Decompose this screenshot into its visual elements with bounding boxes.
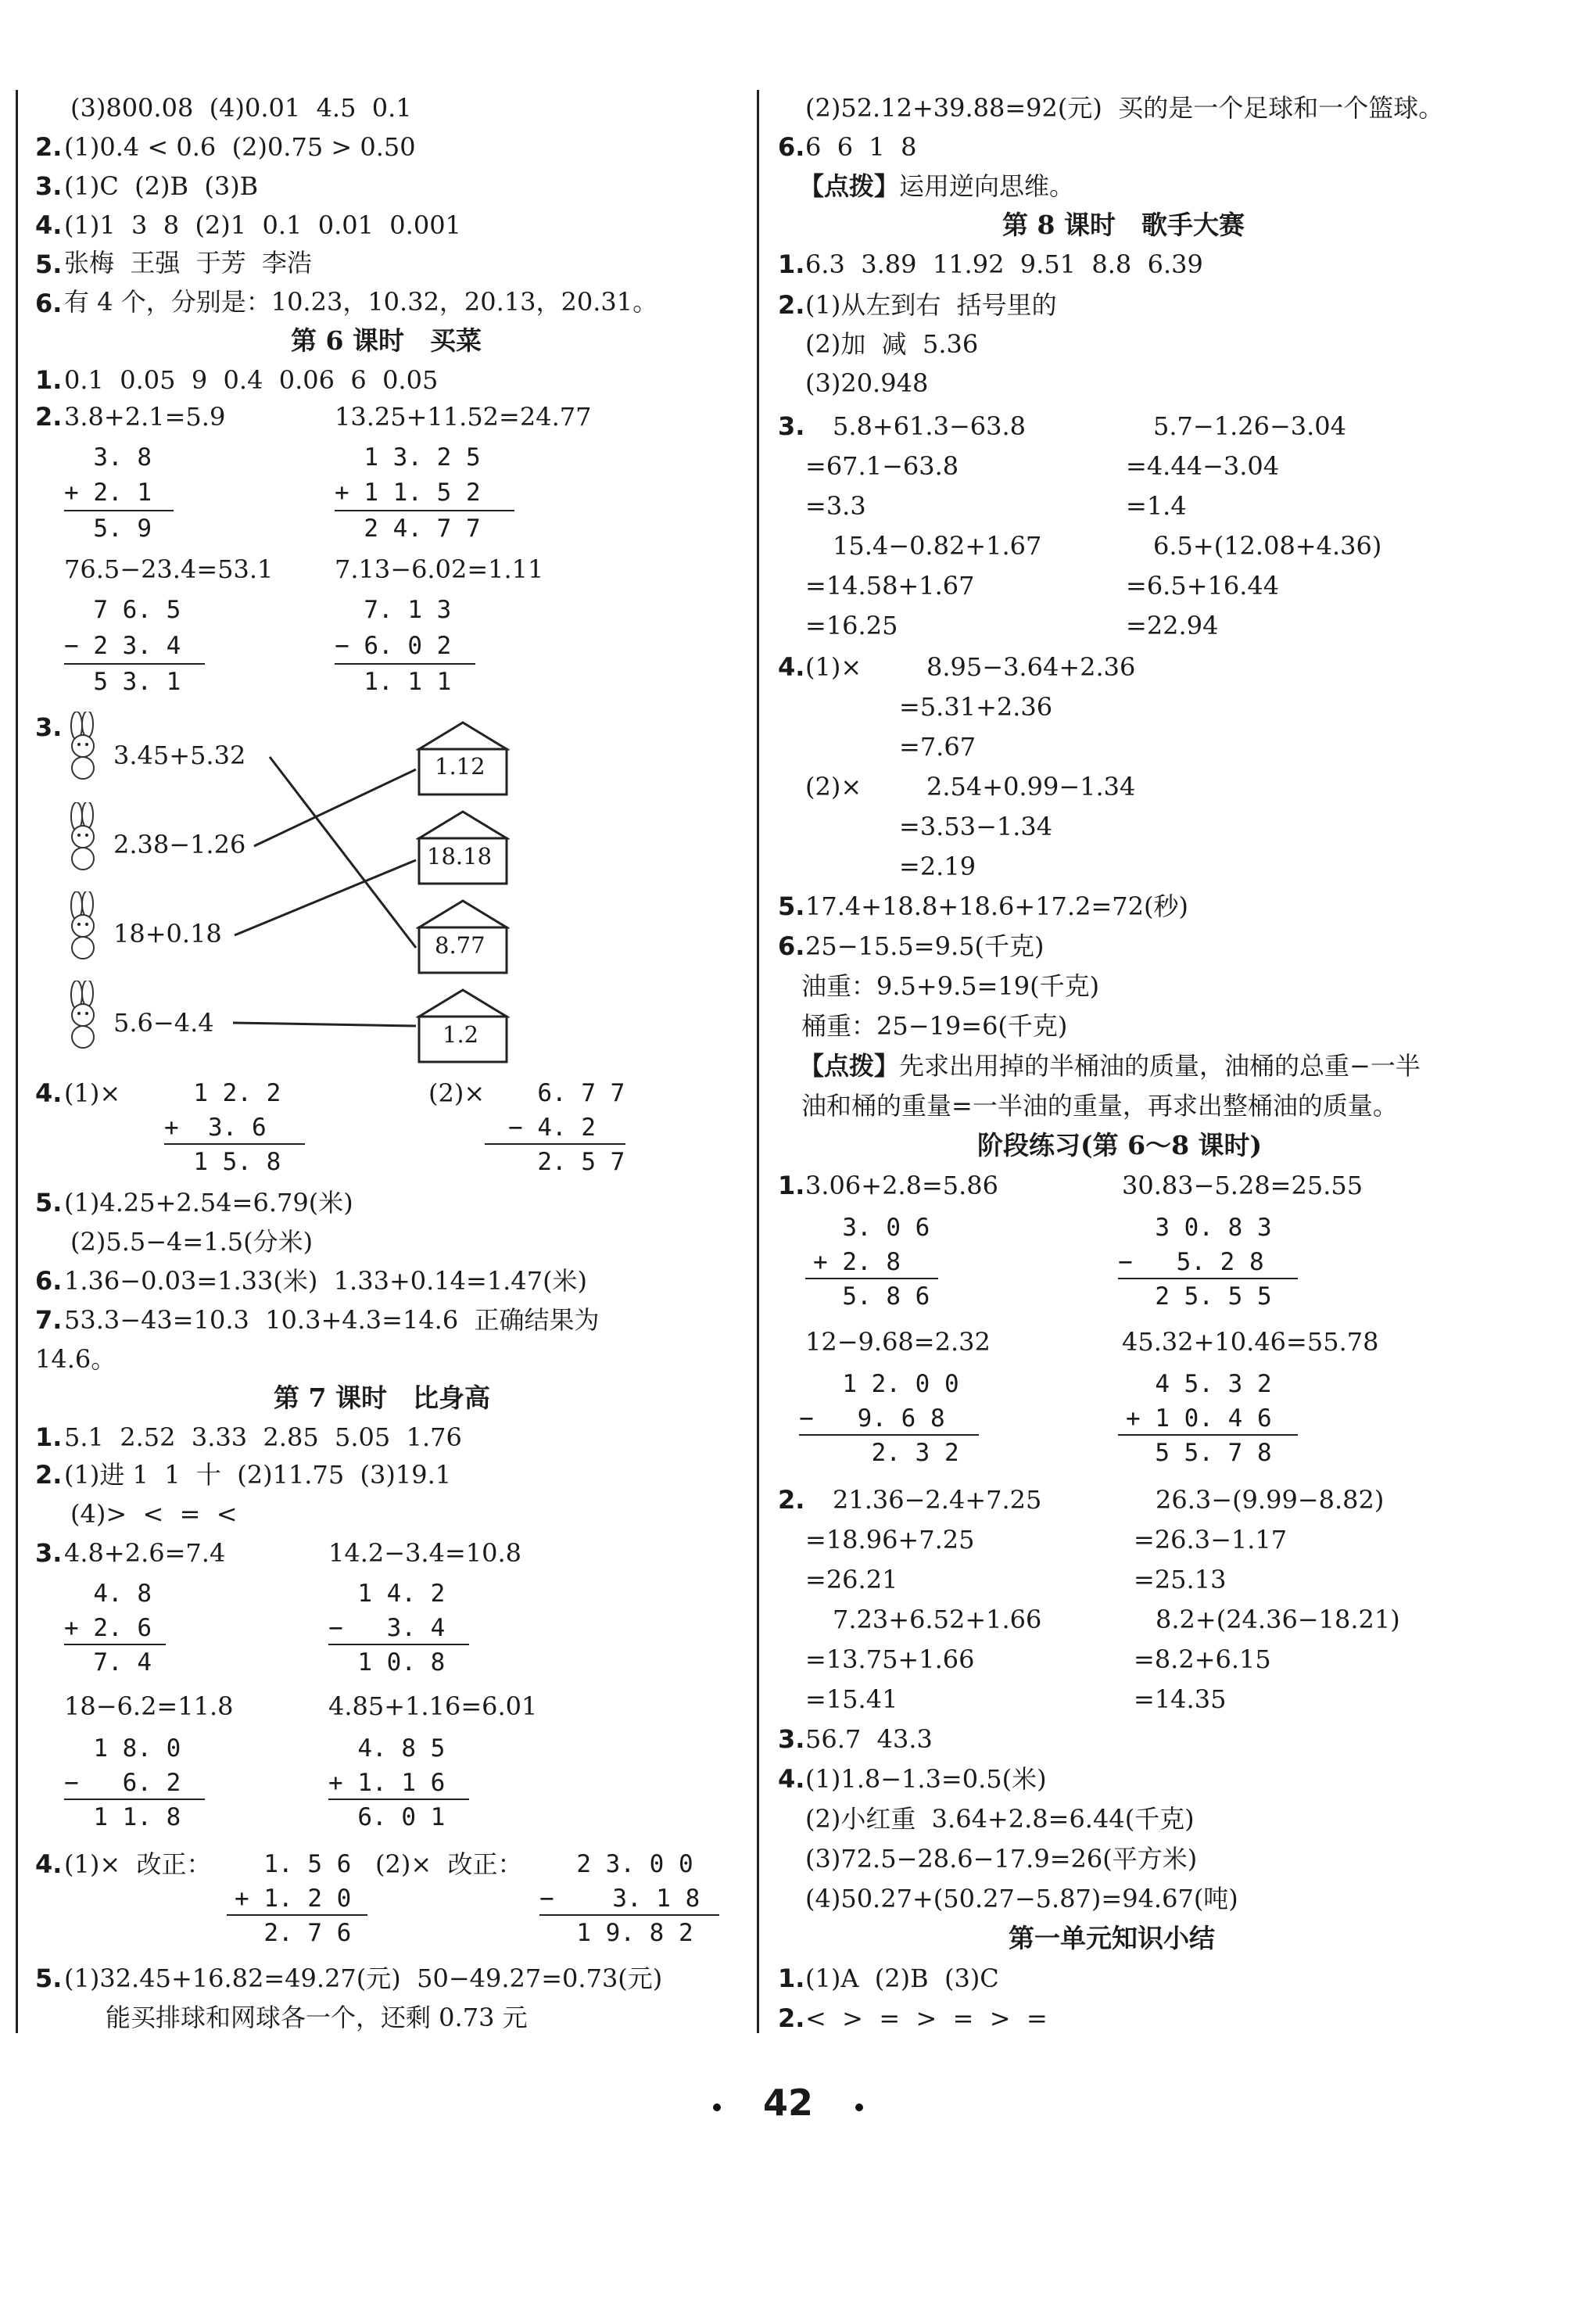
text-line: =26.21 xyxy=(805,1565,898,1594)
vertical-calc-line: 1. 5 6 xyxy=(235,1850,352,1878)
vertical-calc-line: − 4. 2 xyxy=(508,1114,596,1142)
vertical-calc-line: 2. 3 2 xyxy=(813,1439,959,1467)
text-line: (3)20.948 xyxy=(805,368,929,398)
calc-rule xyxy=(1118,1434,1298,1436)
text-line: 先求出用掉的半桶油的质量，油桶的总重−一半 xyxy=(899,1051,1421,1081)
text-line: 2.54+0.99−1.34 xyxy=(926,772,1136,802)
text-line: 能买排球和网球各一个，还剩 0.73 元 xyxy=(106,2003,528,2032)
text-line: (2)5.5−4=1.5(分米) xyxy=(70,1227,314,1257)
house-value: 1.12 xyxy=(435,753,486,780)
text-line: 5.7−1.26−3.04 xyxy=(1153,411,1347,441)
item-number: 5. xyxy=(35,249,63,279)
vertical-calc-line: 7 6. 5 xyxy=(64,596,181,624)
item-number: 1. xyxy=(778,249,805,279)
lesson-7-heading: 第 7 课时 比身高 xyxy=(274,1383,490,1413)
text-line: =25.13 xyxy=(1134,1565,1227,1594)
text-line: 4.8+2.6=7.4 xyxy=(64,1538,226,1568)
vertical-calc-line: 2. 5 7 xyxy=(508,1148,625,1176)
text-line: 6.3 3.89 11.92 9.51 8.8 6.39 xyxy=(805,249,1203,279)
text-line: =26.3−1.17 xyxy=(1134,1525,1288,1555)
text-line: =18.96+7.25 xyxy=(805,1525,975,1555)
text-line: 21.36−2.4+7.25 xyxy=(833,1485,1042,1515)
item-number: 4. xyxy=(778,1764,805,1794)
text-line: 14.2−3.4=10.8 xyxy=(328,1538,522,1568)
vertical-calc-line: 6. 0 1 xyxy=(328,1803,446,1831)
calc-rule xyxy=(164,1143,305,1145)
text-line: (1)32.45+16.82=49.27(元) 50−49.27=0.73(元) xyxy=(64,1964,663,1993)
text-line: 17.4+18.8+18.6+17.2=72(秒) xyxy=(805,891,1188,921)
text-line: 桶重：25−19=6(千克) xyxy=(801,1011,1068,1041)
text-line: =3.53−1.34 xyxy=(899,812,1053,841)
vertical-calc-line: 4. 8 5 xyxy=(328,1734,446,1763)
vertical-calc-line: 1. 1 1 xyxy=(335,668,452,696)
item-number: 3. xyxy=(778,411,805,441)
item-number: 5. xyxy=(35,1964,63,1993)
vertical-calc-line: 5. 9 xyxy=(64,515,152,543)
text-line: 56.7 43.3 xyxy=(805,1724,933,1754)
text-line: =22.94 xyxy=(1126,611,1219,640)
item-number: 4. xyxy=(35,1078,63,1108)
text-line: =7.67 xyxy=(899,732,976,762)
vertical-calc-line: 3. 0 6 xyxy=(813,1214,930,1242)
item-number: 4. xyxy=(35,1849,63,1879)
item-number: 4. xyxy=(778,652,805,682)
text-line: 4.85+1.16=6.01 xyxy=(328,1691,538,1721)
text-line: =14.35 xyxy=(1134,1684,1227,1714)
item-number: 3. xyxy=(35,171,63,201)
item-number: 1. xyxy=(778,1964,805,1993)
text-line: 8.95−3.64+2.36 xyxy=(926,652,1136,682)
calc-rule xyxy=(799,1434,979,1436)
text-line: 18−6.2=11.8 xyxy=(64,1691,234,1721)
expression-label: 5.6−4.4 xyxy=(113,1008,214,1038)
text-line: 15.4−0.82+1.67 xyxy=(833,531,1042,561)
tip-label: 【点拨】 xyxy=(799,1051,900,1081)
vertical-calc-line: 1 9. 8 2 xyxy=(547,1919,693,1947)
calc-rule xyxy=(328,1644,469,1645)
text-line: =6.5+16.44 xyxy=(1126,571,1280,601)
vertical-calc-line: 2 4. 7 7 xyxy=(335,515,481,543)
vertical-calc-line: + 1 1. 5 2 xyxy=(335,479,481,507)
vertical-calc-line: − 2 3. 4 xyxy=(64,632,181,660)
vertical-calc-line: + 1. 1 6 xyxy=(328,1769,446,1797)
text-line: 26.3−(9.99−8.82) xyxy=(1156,1485,1385,1515)
calc-rule xyxy=(1118,1278,1298,1279)
vertical-calc-line: 3. 8 xyxy=(64,443,152,472)
item-number: 3. xyxy=(35,1538,63,1568)
vertical-calc-line: 1 2. 0 0 xyxy=(813,1370,959,1398)
item-number: 4. xyxy=(35,210,63,240)
item-number: 7. xyxy=(35,1305,63,1335)
text-line: 30.83−5.28=25.55 xyxy=(1122,1171,1363,1200)
text-line: (1)× 改正： xyxy=(64,1849,212,1879)
lesson-6-heading: 第 6 课时 买菜 xyxy=(291,325,482,356)
vertical-calc-line: 5 3. 1 xyxy=(64,668,181,696)
middle-column-rule xyxy=(757,90,759,2033)
text-line: (1)1.8−1.3=0.5(米) xyxy=(805,1764,1047,1794)
calc-rule xyxy=(485,1143,625,1145)
house-value: 1.2 xyxy=(443,1021,479,1048)
calc-rule xyxy=(64,1644,166,1645)
matching-lines xyxy=(0,0,547,1095)
text-line: =2.19 xyxy=(899,852,976,881)
vertical-calc-line: 2 3. 0 0 xyxy=(547,1850,693,1878)
item-number: 6. xyxy=(35,289,63,318)
house-value: 8.77 xyxy=(435,932,486,959)
text-line: (2)加 减 5.36 xyxy=(805,329,979,359)
page-dot-right xyxy=(855,2103,863,2111)
text-line: =15.41 xyxy=(805,1684,898,1714)
text-line: (3)72.5−28.6−17.9=26(平方米) xyxy=(805,1844,1198,1874)
calc-rule xyxy=(539,1914,719,1916)
vertical-calc-line: 2. 7 6 xyxy=(235,1919,352,1947)
vertical-calc-line: 1 4. 2 xyxy=(328,1580,446,1608)
text-line: =14.58+1.67 xyxy=(805,571,975,601)
text-line: 6 6 1 8 xyxy=(805,132,917,162)
vertical-calc-line: 4 5. 3 2 xyxy=(1126,1370,1272,1398)
text-line: 3.8+2.1=5.9 xyxy=(64,402,226,432)
item-number: 6. xyxy=(35,1266,63,1296)
text-line: (4)50.27+(50.27−5.87)=94.67(吨) xyxy=(805,1884,1238,1913)
vertical-calc-line: − 6. 2 xyxy=(64,1769,181,1797)
vertical-calc-line: 2 5. 5 5 xyxy=(1126,1282,1272,1311)
text-line: (4)> < = < xyxy=(70,1499,238,1529)
text-line: (1)4.25+2.54=6.79(米) xyxy=(64,1188,353,1218)
vertical-calc-line: + 2. 6 xyxy=(64,1614,152,1642)
item-number: 5. xyxy=(778,891,805,921)
vertical-calc-line: 1 8. 0 xyxy=(64,1734,181,1763)
text-line: 14.6。 xyxy=(35,1344,116,1374)
vertical-calc-line: 1 5. 8 xyxy=(164,1148,281,1176)
text-line: (2)小红重 3.64+2.8=6.44(千克) xyxy=(805,1804,1195,1834)
text-line: (2)52.12+39.88=92(元) 买的是一个足球和一个篮球。 xyxy=(805,93,1444,123)
text-line: (2)× 改正： xyxy=(375,1849,523,1879)
text-line: (2)× xyxy=(428,1078,486,1108)
item-number: 1. xyxy=(35,365,63,395)
item-number: 2. xyxy=(35,1460,63,1490)
text-line: =13.75+1.66 xyxy=(805,1644,975,1674)
item-number: 2. xyxy=(778,1485,805,1515)
text-line: (1)0.4 < 0.6 (2)0.75 > 0.50 xyxy=(64,132,416,162)
vertical-calc-line: 1 3. 2 5 xyxy=(335,443,481,472)
item-number: 6. xyxy=(778,132,805,162)
text-line: 25−15.5=9.5(千克) xyxy=(805,931,1044,961)
text-line: =16.25 xyxy=(805,611,898,640)
text-line: (1)进 1 1 十 (2)11.75 (3)19.1 xyxy=(64,1460,452,1490)
vertical-calc-line: + 3. 6 xyxy=(164,1114,267,1142)
text-line: =8.2+6.15 xyxy=(1134,1644,1271,1674)
text-line: =3.3 xyxy=(805,491,866,521)
text-line: 76.5−23.4=53.1 xyxy=(64,554,274,584)
vertical-calc-line: − 3. 1 8 xyxy=(539,1885,701,1913)
vertical-calc-line: 5 5. 7 8 xyxy=(1126,1439,1272,1467)
expression-label: 2.38−1.26 xyxy=(113,830,246,859)
item-number: 2. xyxy=(778,2003,805,2033)
text-line: =5.31+2.36 xyxy=(899,692,1053,722)
item-number: 3. xyxy=(35,712,63,742)
text-line: 7.13−6.02=1.11 xyxy=(335,554,544,584)
text-line: (1)1 3 8 (2)1 0.1 0.01 0.001 xyxy=(64,210,461,240)
vertical-calc-line: 5. 8 6 xyxy=(813,1282,930,1311)
text-line: 3.06+2.8=5.86 xyxy=(805,1171,999,1200)
text-line: =4.44−3.04 xyxy=(1126,451,1280,481)
text-line: 6.5+(12.08+4.36) xyxy=(1153,531,1382,561)
text-line: 5.1 2.52 3.33 2.85 5.05 1.76 xyxy=(64,1422,462,1452)
text-line: 有 4 个，分别是：10.23，10.32，20.13，20.31。 xyxy=(64,287,658,317)
text-line: < > = > = > = xyxy=(805,2003,1048,2033)
vertical-calc-line: 1 2. 2 xyxy=(164,1079,281,1107)
text-line: =67.1−63.8 xyxy=(805,451,959,481)
text-line: 油重：9.5+9.5=19(千克) xyxy=(801,971,1100,1001)
text-line: 1.36−0.03=1.33(米) 1.33+0.14=1.47(米) xyxy=(64,1266,588,1296)
item-number: 3. xyxy=(778,1724,805,1754)
text-line: (2)× xyxy=(805,772,862,802)
text-line: 7.23+6.52+1.66 xyxy=(833,1605,1042,1634)
text-line: 45.32+10.46=55.78 xyxy=(1122,1327,1379,1357)
item-number: 1. xyxy=(35,1422,63,1452)
item-number: 2. xyxy=(35,132,63,162)
vertical-calc-line: 4. 8 xyxy=(64,1580,152,1608)
text-line: =1.4 xyxy=(1126,491,1187,521)
text-line: (1)从左到右 括号里的 xyxy=(805,290,1057,320)
text-line: (1)× xyxy=(805,652,862,682)
text-line: 13.25+11.52=24.77 xyxy=(335,402,592,432)
calc-rule xyxy=(328,1799,469,1800)
vertical-calc-line: − 3. 4 xyxy=(328,1614,446,1642)
text-line: 运用逆向思维。 xyxy=(899,171,1075,201)
item-number: 6. xyxy=(778,931,805,961)
expression-label: 3.45+5.32 xyxy=(113,741,246,770)
text-line: 8.2+(24.36−18.21) xyxy=(1156,1605,1400,1634)
practice-heading: 阶段练习(第 6～8 课时) xyxy=(977,1130,1263,1160)
vertical-calc-line: 3 0. 8 3 xyxy=(1126,1214,1272,1242)
vertical-calc-line: 1 1. 8 xyxy=(64,1803,181,1831)
vertical-calc-line: + 2. 8 xyxy=(813,1248,901,1276)
text-line: 53.3−43=10.3 10.3+4.3=14.6 正确结果为 xyxy=(64,1305,600,1335)
item-number: 5. xyxy=(35,1188,63,1218)
expression-label: 18+0.18 xyxy=(113,919,222,949)
text-line: 0.1 0.05 9 0.4 0.06 6 0.05 xyxy=(64,365,439,395)
calc-rule xyxy=(64,1799,205,1800)
vertical-calc-line: + 2. 1 xyxy=(64,479,152,507)
item-number: 1. xyxy=(778,1171,805,1200)
text-line: 5.8+61.3−63.8 xyxy=(833,411,1027,441)
calc-rule xyxy=(805,1278,938,1279)
vertical-calc-line: 7. 1 3 xyxy=(335,596,452,624)
text-line: 油和桶的重量=一半油的重量，再求出整桶油的质量。 xyxy=(801,1091,1398,1121)
text-line: (1)C (2)B (3)B xyxy=(64,171,259,201)
vertical-calc-line: 1 0. 8 xyxy=(328,1648,446,1677)
vertical-calc-line: − 9. 6 8 xyxy=(799,1404,945,1433)
vertical-calc-line: 6. 7 7 xyxy=(508,1079,625,1107)
text-line: (3)800.08 (4)0.01 4.5 0.1 xyxy=(70,93,412,123)
vertical-calc-line: − 5. 2 8 xyxy=(1118,1248,1264,1276)
lesson-8-heading: 第 8 课时 歌手大赛 xyxy=(1002,210,1245,240)
unit-summary-heading: 第一单元知识小结 xyxy=(1009,1923,1215,1953)
calc-rule xyxy=(227,1914,367,1916)
vertical-calc-line: + 1. 2 0 xyxy=(235,1885,352,1913)
vertical-calc-line: + 1 0. 4 6 xyxy=(1126,1404,1272,1433)
text-line: (1)× xyxy=(64,1078,121,1108)
house-value: 18.18 xyxy=(427,843,493,870)
item-number: 2. xyxy=(778,290,805,320)
page-dot-left xyxy=(713,2103,721,2111)
text-line: 12−9.68=2.32 xyxy=(805,1327,991,1357)
page-number: 42 xyxy=(763,2082,814,2124)
tip-label: 【点拨】 xyxy=(799,171,900,201)
vertical-calc-line: 7. 4 xyxy=(64,1648,152,1677)
item-number: 2. xyxy=(35,402,63,432)
text-line: (1)A (2)B (3)C xyxy=(805,1964,999,1993)
text-line: 张梅 王强 于芳 李浩 xyxy=(64,248,313,278)
vertical-calc-line: − 6. 0 2 xyxy=(335,632,452,660)
